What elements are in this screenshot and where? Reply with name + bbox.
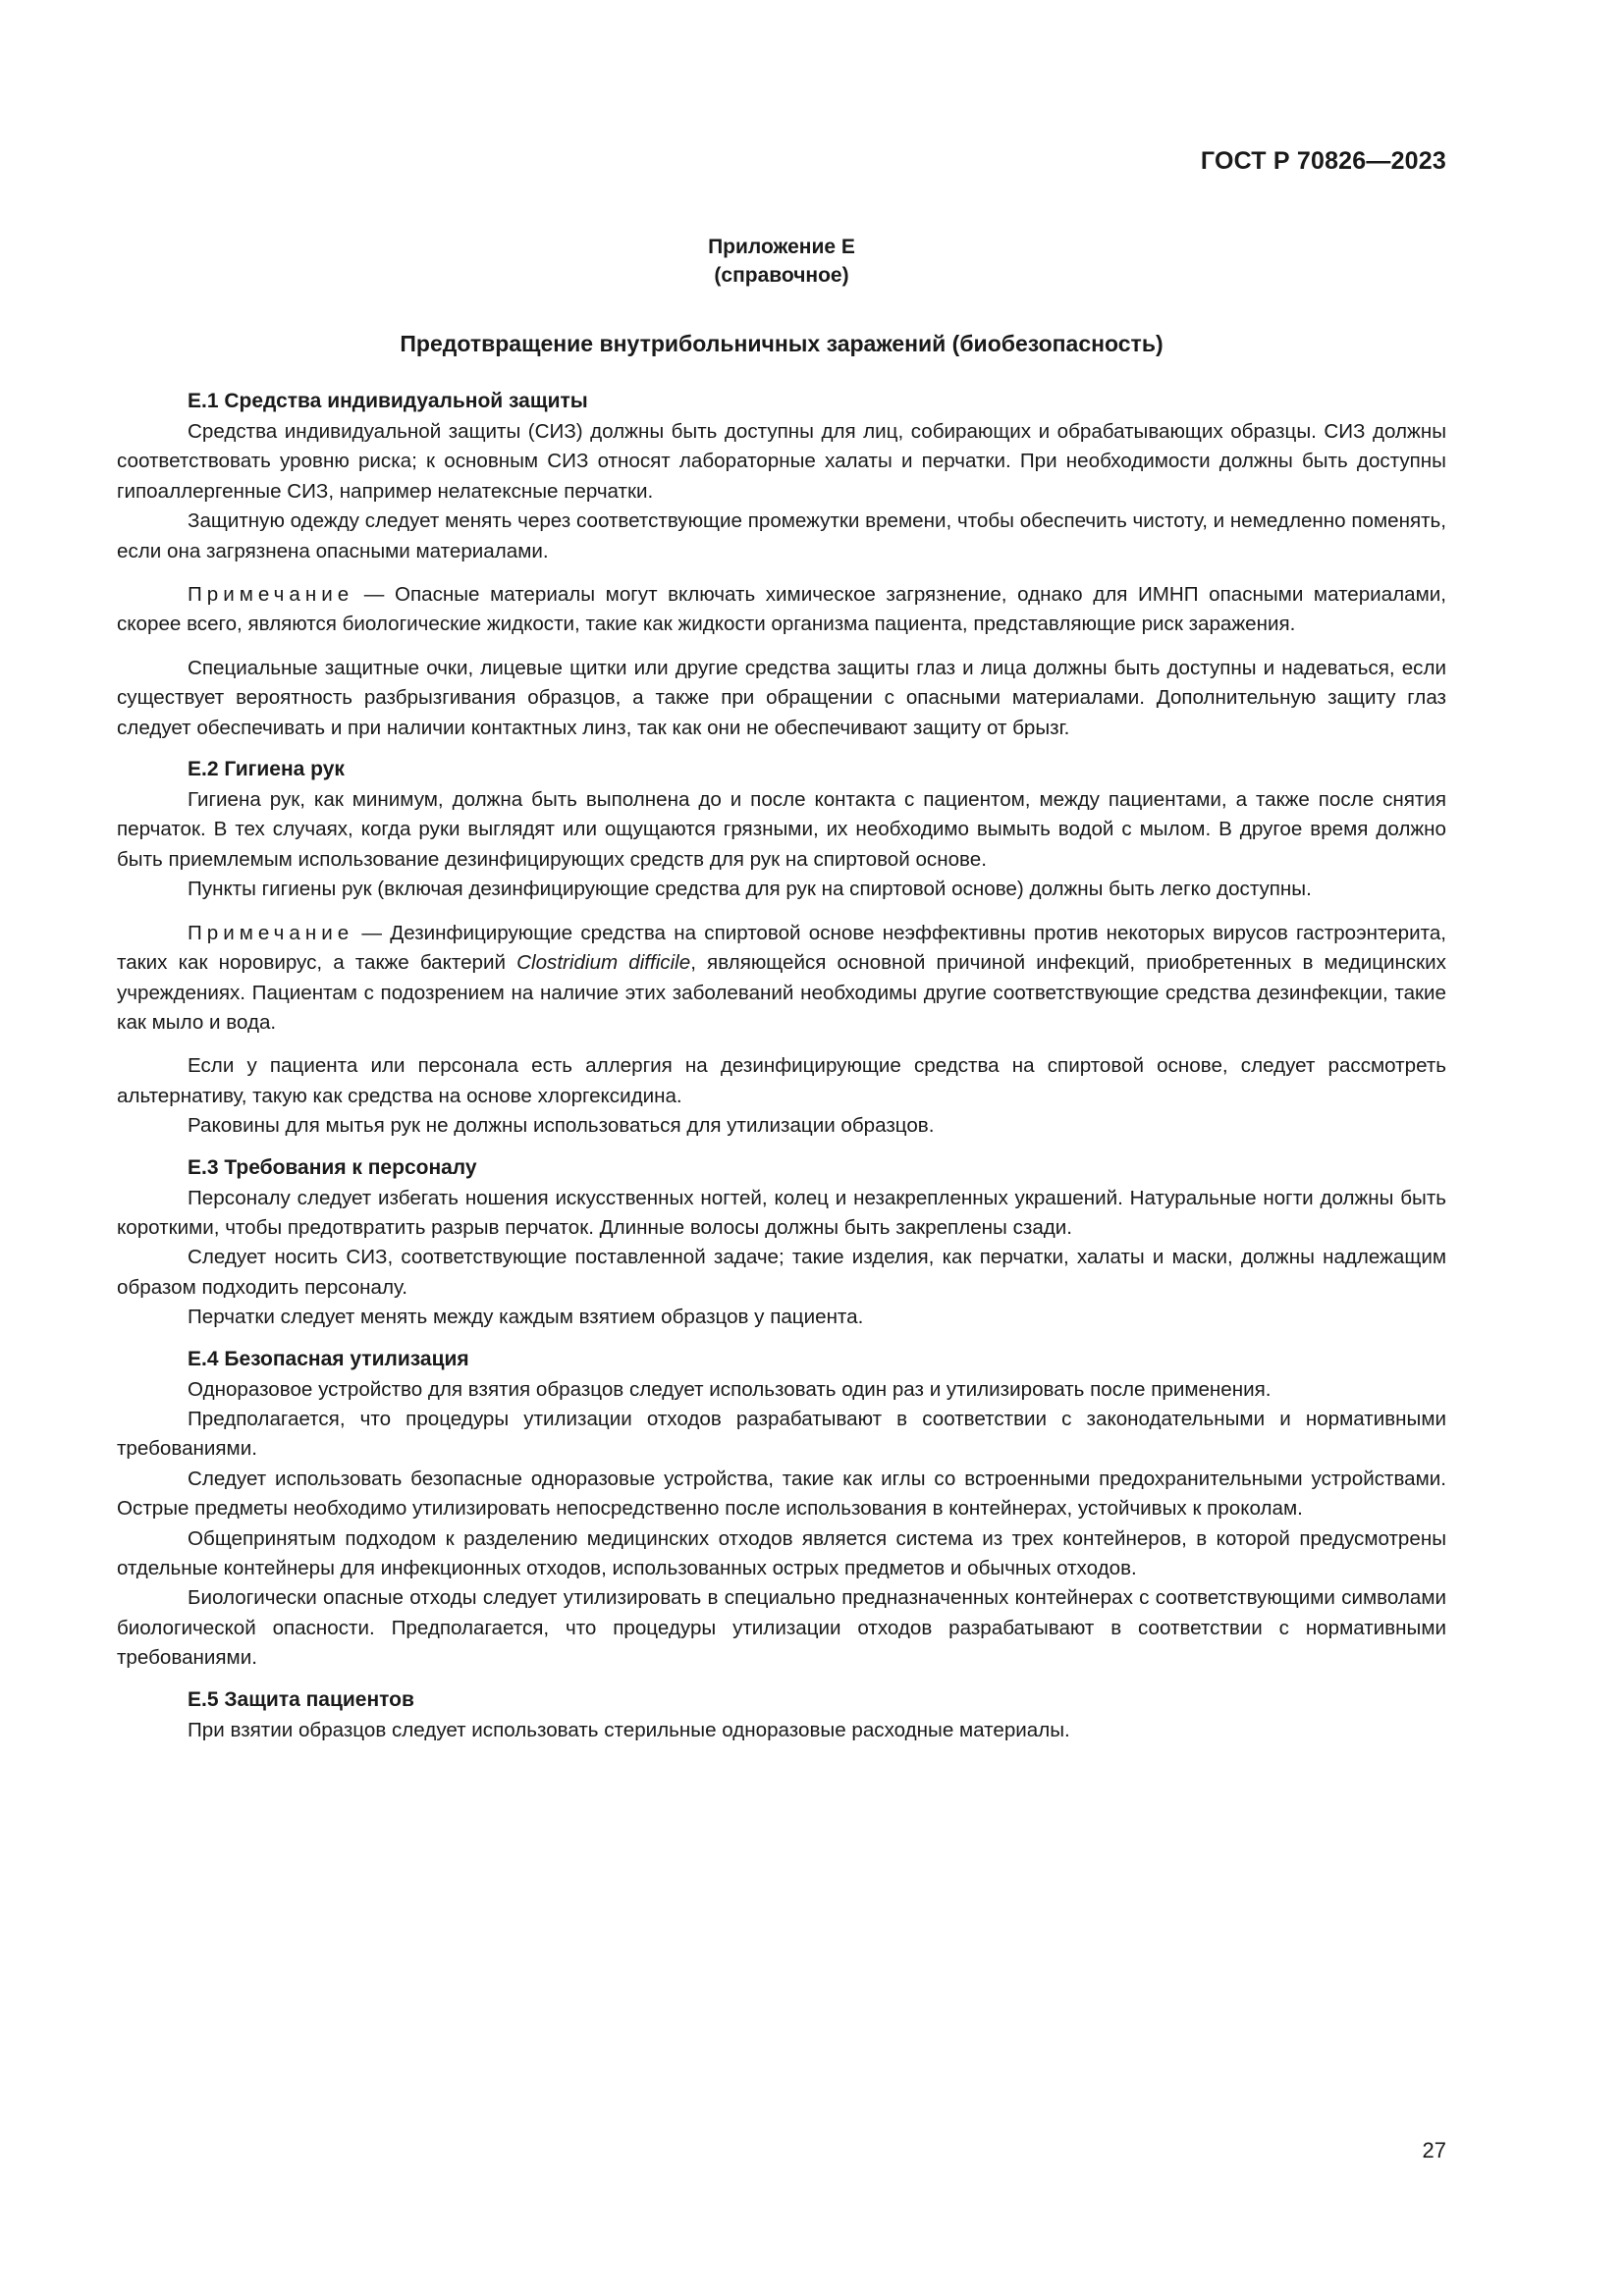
paragraph: Общепринятым подходом к разделению медицинских отходов является система из трех контейнеров, в которой предусмотрены отдельные контейнеры для инфекционных отходов, использованных острых предметов и обычных отходов. [117,1526,1446,1579]
note-italic-term: Clostridium difficile [516,951,691,975]
paragraph: Защитную одежду следует менять через соответствующие промежутки времени, чтобы обеспечить чистоту, и немедленно поменять, если она загрязнена опасными материалами. [117,509,1446,562]
section-e5 [117,1685,1446,1745]
note-text: Дезинфицирующие средства на спиртовой основе неэффективны против некоторых вирусов гастроэнтерита, таких как норовирус, а также бактерий [117,921,1446,975]
note-dash: — [353,583,395,607]
note-label: Примечание [188,921,354,944]
note-text: , являющейся основной причиной инфекций, приобретенных в медицинских учреждениях. Пациентам с подозрением на наличие этих заболеваний необходимы другие соответствующие средства дезинфекции, такие как мыло и вода. [117,951,1446,1034]
section-heading: Е.2 Гигиена рук [188,758,345,781]
paragraph: Перчатки следует менять между каждым взятием образцов у пациента. [188,1306,864,1329]
section-heading: Е.1 Средства индивидуальной защиты [188,390,588,412]
paragraph: Специальные защитные очки, лицевые щитки или другие средства защиты глаз и лица должны быть доступны и надеваться, если существует вероятность разбрызгивания образцов, а также при обращении с опасными материалами. Дополнительную защиту глаз следует обеспечивать и при наличии контактных линз, так как они не обеспечивают защиту от брызг. [117,656,1446,739]
note [117,580,1446,640]
paragraph: Биологически опасные отходы следует утилизировать в специально предназначенных контейнерах с соответствующими символами биологической опасности. Предполагается, что процедуры утилизации отходов разрабатывают в соответствии с нормативными требованиями. [117,1586,1446,1670]
section-e2 [117,755,1446,1141]
section-heading: Е.5 Защита пациентов [188,1687,414,1711]
paragraph: Средства индивидуальной защиты (СИЗ) должны быть доступны для лиц, собирающих и обрабатывающих образцы. СИЗ должны соответствовать уровню риска; к основным СИЗ относят лабораторные халаты и перчатки. При необходимости должны быть доступны гипоаллергенные СИЗ, например нелатексные перчатки. [117,420,1446,503]
paragraph: Раковины для мытья рук не должны использоваться для утилизации образцов. [188,1114,935,1138]
note-text: Опасные материалы могут включать химическое загрязнение, однако для ИМНП опасными материалами, скорее всего, являются биологические жидкости, такие как жидкости организма пациента, представляющие риск заражения. [117,583,1446,636]
note-dash: — [353,921,391,944]
paragraph: Персоналу следует избегать ношения искусственных ногтей, колец и незакрепленных украшений. Натуральные ногти должны быть короткими, чтобы предотвратить разрыв перчаток. Длинные волосы должны быть закреплены сзади. [117,1186,1446,1239]
paragraph: Следует использовать безопасные одноразовые устройства, такие как иглы со встроенными предохранительными устройствами. Острые предметы необходимо утилизировать непосредственно после использования в контейнерах, устойчивых к проколам. [117,1467,1446,1521]
paragraph: Одноразовое устройство для взятия образцов следует использовать один раз и утилизировать после применения. [188,1377,1272,1401]
section-heading: Е.3 Требования к персоналу [188,1155,477,1179]
section-e4 [117,1345,1446,1674]
section-e3 [117,1153,1446,1333]
page-number: 27 [1422,2138,1446,2163]
document-designation: ГОСТ Р 70826—2023 [1200,147,1446,175]
annex-title: Предотвращение внутрибольничных заражений (биобезопасность) [400,331,1164,356]
paragraph: Следует носить СИЗ, соответствующие поставленной задаче; такие изделия, как перчатки, халаты и маски, должны надлежащим образом подходить персоналу. [117,1246,1446,1299]
annex-label: Приложение Е [708,236,855,258]
note [117,919,1446,1039]
section-heading: Е.4 Безопасная утилизация [188,1347,469,1370]
note-label: Примечание [188,583,354,607]
paragraph: При взятии образцов следует использовать стерильные одноразовые расходные материалы. [188,1718,1070,1741]
section-e1 [117,387,1446,743]
paragraph: Пункты гигиены рук (включая дезинфицирующие средства для рук на спиртовой основе) должны быть легко доступны. [188,878,1312,901]
paragraph: Предполагается, что процедуры утилизации отходов разрабатывают в соответствии с законодательными и нормативными требованиями. [117,1407,1446,1461]
paragraph: Если у пациента или персонала есть аллергия на дезинфицирующие средства на спиртовой основе, следует рассмотреть альтернативу, такую как средства на основе хлоргексидина. [117,1054,1446,1107]
annex-status: (справочное) [714,264,849,287]
paragraph: Гигиена рук, как минимум, должна быть выполнена до и после контакта с пациентом, между пациентами, а также после снятия перчаток. В тех случаях, когда руки выглядят или ощущаются грязными, их необходимо вымыть водой с мылом. В другое время должно быть приемлемым использование дезинфицирующих средств для рук на спиртовой основе. [117,788,1446,871]
page-content [117,233,1446,1745]
